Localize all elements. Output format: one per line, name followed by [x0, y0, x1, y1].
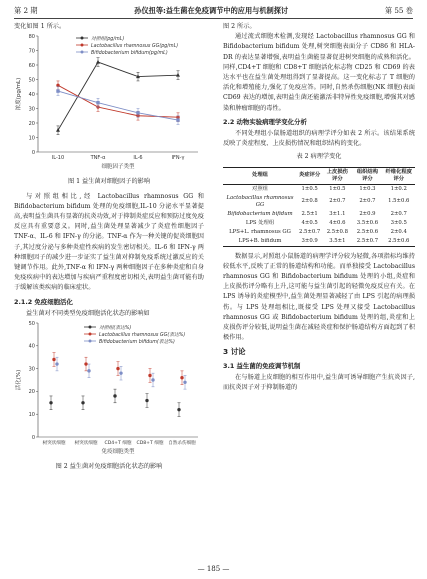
- y-tick-label: 10: [28, 412, 35, 419]
- legend-marker: [89, 340, 92, 343]
- series-line: [58, 86, 178, 118]
- figure-1-caption: 图 1 益生菌对细胞因子的影响: [67, 178, 151, 186]
- table-header-cell: 炎症评分: [299, 172, 321, 179]
- right-column: [223, 22, 415, 393]
- table-cell: Lactobacillus rhamnosus GG: [226, 194, 294, 208]
- running-title: 孙仪扭等:益生菌在免疫调节中的应用与机制探讨: [134, 6, 289, 15]
- y-tick-label: 80: [28, 34, 35, 41]
- data-point: [49, 401, 52, 404]
- data-point: [183, 381, 186, 384]
- data-point: [119, 372, 122, 375]
- table-cell: LPS+L. rhamnosus GG: [229, 228, 291, 235]
- x-tick-label: IL-6: [133, 155, 143, 162]
- x-tick-label: 树突状细胞: [74, 441, 98, 447]
- y-tick-label: 0: [31, 434, 35, 441]
- legend-marker: [81, 51, 84, 54]
- table-row: [223, 194, 415, 210]
- table-cell: 2±0.4: [390, 228, 407, 235]
- table-row: [223, 210, 415, 219]
- data-point: [87, 369, 90, 372]
- data-point: [84, 362, 87, 365]
- pathology-table: [223, 167, 415, 247]
- paragraph-mechanism: 在与肠道上皮细胞的相互作用中,益生菌可诱导细胞产生抗炎因子,而抗炎因子对于抑制肠道的: [223, 373, 415, 392]
- table-header-cell: 组织结构评分: [356, 168, 379, 182]
- table-header-cell: 纤维化程度评分: [385, 168, 412, 182]
- y-tick-label: 30: [28, 366, 35, 373]
- x-axis-label: 细胞因子类型: [101, 164, 135, 171]
- data-point: [52, 358, 55, 361]
- y-tick-label: 70: [28, 48, 35, 55]
- y-tick-label: 30: [28, 106, 35, 113]
- running-header: [14, 4, 413, 19]
- table-cell: 4±0.5: [301, 219, 318, 226]
- table-cell: 2±0.7: [359, 198, 376, 205]
- y-tick-label: 40: [28, 343, 35, 350]
- y-axis-label: 浓度(pg/mL): [16, 77, 22, 111]
- legend-label: Bifidobacterium bifidum(pg/mL): [91, 51, 168, 57]
- y-axis-label: 活化(%): [16, 369, 22, 391]
- table-cell: 2.5±0.6: [388, 237, 410, 244]
- paragraph-immune-activation: 益生菌对不同类型免疫细胞活化状态的影响如: [26, 309, 150, 317]
- x-axis-label: 免疫细胞类型: [101, 449, 135, 456]
- figure-2-chart: [14, 319, 204, 455]
- table-cell: LPS+B. bifidum: [238, 237, 282, 244]
- section-3-1-heading: 3.1 益生菌的免疫调节机制: [223, 361, 301, 370]
- x-tick-label: CD4+T 细胞: [104, 441, 132, 447]
- data-point: [116, 367, 119, 370]
- legend-marker: [89, 326, 92, 329]
- table-row: [223, 219, 415, 228]
- legend-label: Lactobacillus rhamnosus GG(表达%): [99, 332, 186, 338]
- table-header-cell: 上皮损伤评分: [326, 168, 348, 182]
- table-cell: Bifidobacterium bifidum: [227, 210, 293, 217]
- x-tick-label: IL-10: [51, 155, 65, 162]
- table-cell: 2±0.8: [301, 198, 318, 205]
- data-point: [180, 376, 183, 379]
- data-point: [177, 408, 180, 411]
- y-tick-label: 50: [28, 320, 35, 327]
- table-header-cell: 处理组: [252, 172, 268, 179]
- section-3-heading: 3 讨论: [223, 347, 246, 357]
- x-tick-label: CD8+T 细胞: [136, 441, 164, 447]
- data-point: [56, 84, 59, 87]
- paragraph-flow-cytometry: 通过流式细胞术检测,发现经 Lactobacillus rhamnosus GG 和 Bifidobacterium bifidum 处理,树突细胞表面分子 CD86 和 HLA-DR 的表达显著增强,表明益生菌能显著促进树突细胞的成熟和活化。同样,CD4+T 细胞和 CD8+T 细胞活化标志物 CD25 和 CD69 的表达水平也在益生菌处理组得到了显著提高。这一变化标志了 T 细胞的活化和增殖能力,强化了免疫应答。同时,自然杀伤细胞(NK 细胞)表面 CD69 表达的增加,表明益生菌还能激活非特异性免疫细胞,增强其对感染和肿瘤细胞的毒性。: [223, 33, 415, 112]
- legend-label: Lactobacillus rhamnosus GG(pg/mL): [91, 44, 179, 50]
- legend-marker: [81, 37, 84, 40]
- table-cell: 2±0.7: [329, 198, 346, 205]
- data-point: [113, 394, 116, 397]
- section-2-1-2-heading: 2.1.2 免疫细胞活化: [14, 297, 73, 306]
- table-cell: 2.5±0.6: [356, 228, 379, 235]
- table-cell: 2±0.9: [359, 210, 376, 217]
- y-tick-label: 10: [28, 135, 35, 142]
- table-cell: 2.5±0.8: [326, 228, 348, 235]
- table-row: [223, 237, 415, 247]
- paragraph-cytokine-results: 与对照组相比,经 Lactobacillus rhamnosus GG 和 Bifidobacterium bifidum 处理的免疫细胞,IL-10 分泌水平显著提高,表明益生菌具有显著的抗炎功效,对于抑制炎症反应和预防过度免疫反应具有重要意义。同时,益生菌处理显著减少了炎症性细胞因子 TNF-α、IL-6 和 IFN-γ 的分泌。TNF-α 作为一种关键的促炎细胞因子,其过度分泌与多种炎症性疾病的发生密切相关。IL-6 和 IFN-γ 两种细胞因子的减少进一步证实了益生菌对抑制免疫系统过激反应的关键调节作用。此外,TNF-α 和 IFN-γ 两种细胞因子在多种炎症和自身免疫疾病中的表达增加与疾病严重程度密切相关,表明益生菌可能有助于缓解该类疾病的临床症状。: [14, 192, 204, 292]
- y-tick-label: 60: [28, 63, 35, 70]
- table-header-row: [223, 167, 415, 184]
- y-tick-label: 0: [31, 150, 35, 157]
- data-point: [145, 399, 148, 402]
- figure-1-chart: [14, 32, 204, 170]
- table-cell: LPS 处理组: [245, 219, 275, 226]
- section-2-2-heading: 2.2 动物实验病理学变化分析: [223, 117, 307, 126]
- intro-text: 变化如图 1 所示。: [14, 23, 66, 30]
- legend-label: 对照组(pg/mL): [91, 37, 125, 43]
- legend-marker: [81, 44, 84, 47]
- data-point: [96, 101, 99, 104]
- data-point: [56, 90, 59, 93]
- paragraph-fig2-ref: 图 2 所示。: [223, 23, 256, 30]
- table-cell: 3.5±1: [329, 237, 346, 244]
- x-tick-label: IFN-γ: [171, 155, 185, 162]
- y-tick-label: 20: [28, 121, 35, 128]
- page-number: — 185 —: [197, 565, 230, 573]
- legend-marker: [89, 333, 92, 336]
- table-cell: 2.5±1: [301, 210, 318, 217]
- table-cell: 2.5±0.7: [356, 237, 379, 244]
- issue-label: 第 2 期: [14, 6, 38, 15]
- data-point: [81, 401, 84, 404]
- y-tick-label: 20: [28, 389, 35, 396]
- volume-label: 第 55 卷: [384, 6, 413, 15]
- table-cell: 3±0.9: [301, 237, 318, 244]
- paragraph-pathology-discussion: 数据显示,对照组小鼠肠道的病理学评分较为轻微,各项指标均维持较低水平,反映了正常的肠道结构和功能。而单独接受 Lactobacillus rhamnosus GG 和 Bifidobacterium bifidum 处理的小组,炎症和上皮损伤评分略有上升,这可能与益生菌引起的轻微免疫反应有关。在 LPS 诱导的炎症模型中,益生菌处理显著减轻了由 LPS 引起的病理损伤。与 LPS 处理组相比,既接受 LPS 处理又接受 Lactobacillus rhamnosus GG 或 Bifidobacterium bifidum 处理的组,炎症和上皮损伤评分较低,说明益生菌在减轻炎症和保护肠道结构方面起到了积极作用。: [223, 252, 415, 342]
- data-point: [136, 111, 139, 114]
- paragraph-pathology-intro: 不同处理组小鼠肠道组织的病理学评分如表 2 所示。该结果系统反映了炎症程度、上皮损伤情况和组织结构的变化。: [223, 130, 415, 148]
- left-column: [14, 22, 204, 476]
- table-cell: 1±0.2: [390, 185, 407, 192]
- data-point: [151, 378, 154, 381]
- table-cell: 3±0.5: [390, 219, 407, 226]
- table-cell: 3.5±0.6: [356, 219, 379, 226]
- table-cell: 4±0.6: [329, 219, 346, 226]
- table-cell: 1±0.3: [359, 185, 376, 192]
- table-body: [223, 184, 415, 246]
- table-cell: 2.5±0.7: [299, 228, 321, 235]
- table-cell: 对照组: [252, 185, 268, 192]
- data-point: [148, 374, 151, 377]
- table-row: [223, 184, 415, 194]
- table-cell: 3±1.1: [329, 210, 346, 217]
- data-point: [176, 119, 179, 122]
- x-tick-label: 树突状细胞: [42, 441, 66, 447]
- figure-2-caption: 图 2 益生菌对免疫细胞活化状态的影响: [55, 463, 163, 471]
- table-2-title: 表 2 病理学变化: [296, 153, 342, 161]
- table-row: [223, 228, 415, 237]
- data-point: [96, 60, 100, 64]
- table-cell: 2±0.7: [390, 210, 407, 217]
- y-tick-label: 40: [28, 92, 35, 99]
- legend-label: Bifidobacterium bifidum(表达%): [99, 339, 175, 345]
- y-tick-label: 50: [28, 77, 35, 84]
- x-tick-label: 自然杀伤细胞: [168, 441, 196, 447]
- table-cell: 1±0.5: [329, 185, 346, 192]
- table-cell: 1.5±0.6: [388, 198, 410, 205]
- data-point: [55, 362, 58, 365]
- table-cell: 1±0.5: [301, 185, 318, 192]
- legend-label: 对照组(表达%): [99, 325, 132, 331]
- x-tick-label: TNF-α: [90, 155, 106, 162]
